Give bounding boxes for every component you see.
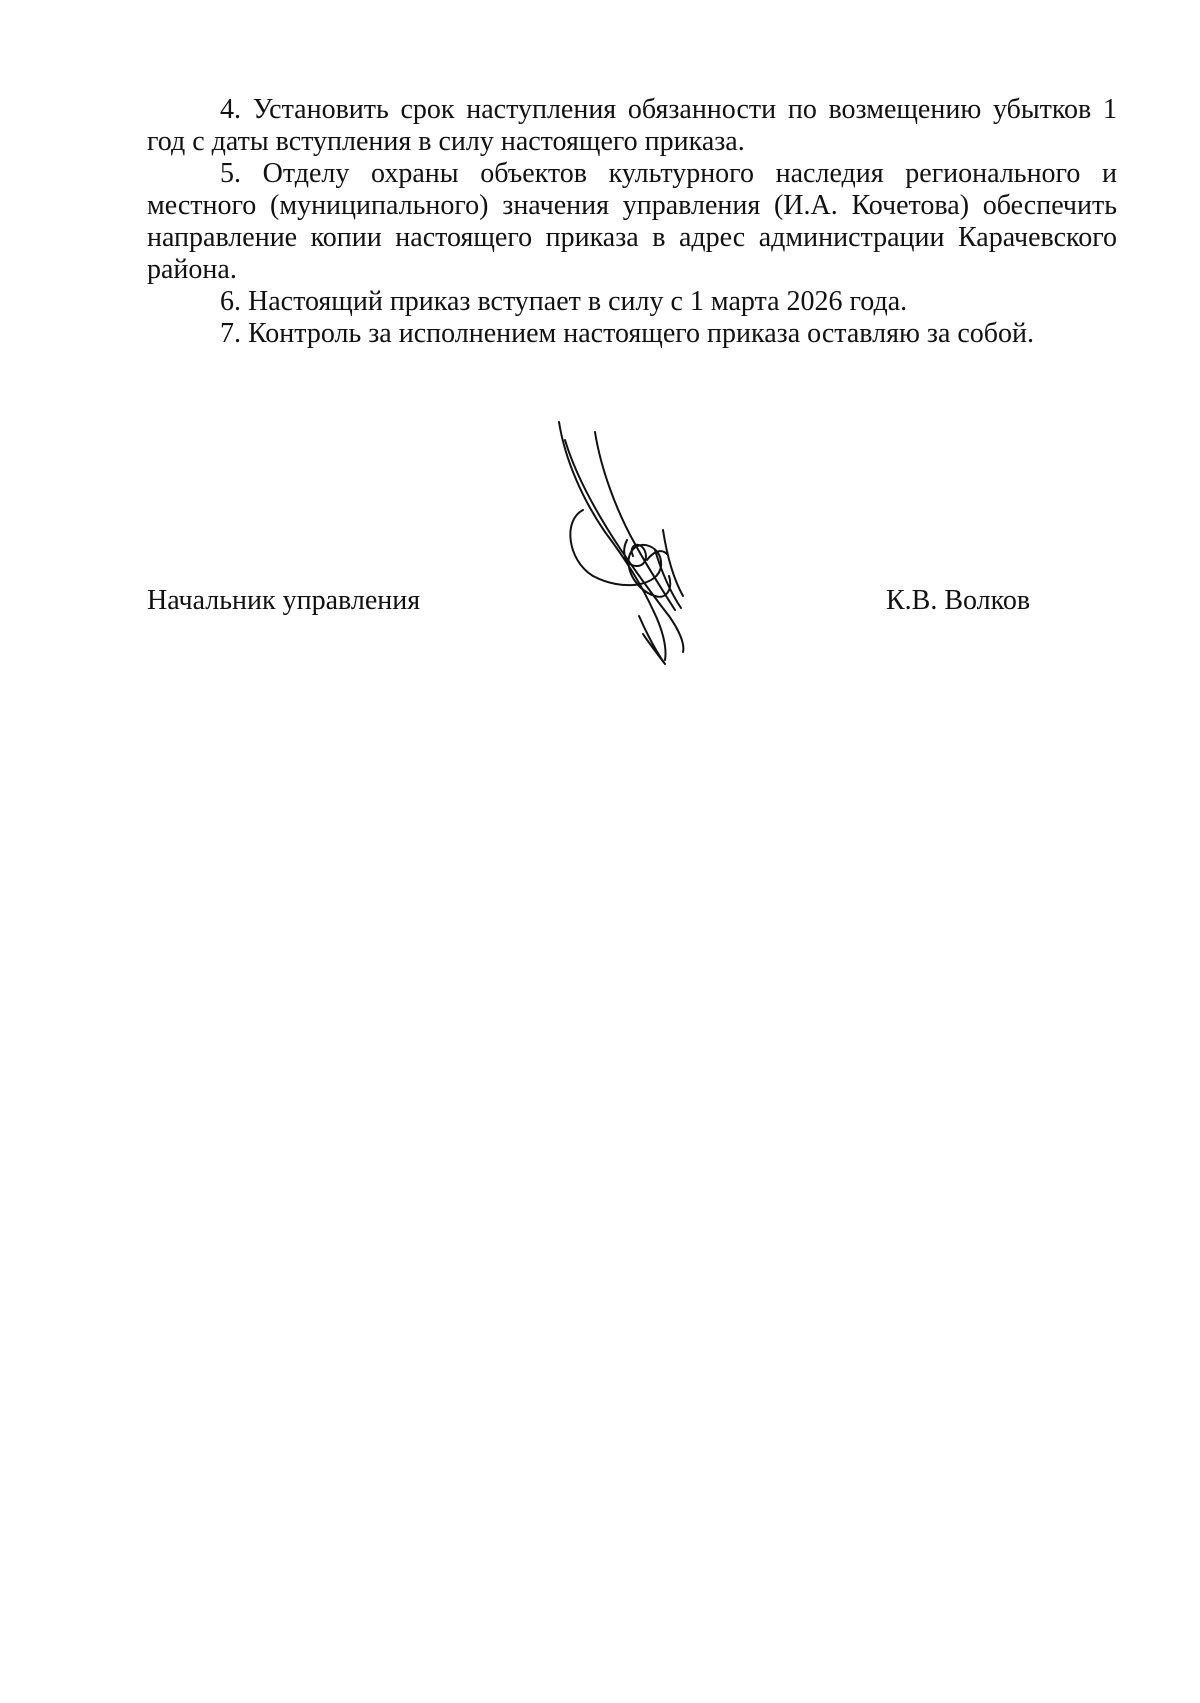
signature-stroke-second	[595, 432, 675, 610]
order-clauses	[147, 94, 1117, 350]
clause-4: 4. Установить срок наступления обязанности по возмещению убытков 1 год с даты вступления в силу настоящего приказа.	[147, 94, 1117, 157]
signature-stroke-main	[559, 422, 666, 660]
clause-6: 6. Настоящий приказ вступает в силу с 1 марта 2026 года.	[220, 286, 908, 317]
clause-7: 7. Контроль за исполнением настоящего приказа оставляю за собой.	[220, 318, 1035, 349]
signature-tail	[639, 616, 665, 664]
signature-block	[147, 420, 1117, 680]
signer-position: Начальник управления	[147, 585, 421, 616]
signer-name: К.В. Волков	[886, 585, 1031, 616]
clause-5: 5. Отделу охраны объектов культурного наследия регионального и местного (муниципального) значения управления (И.А. Кочетова) обеспечить направление копии настоящего приказа в адрес администрации Карачевского района.	[147, 158, 1117, 285]
handwritten-signature	[543, 420, 733, 680]
